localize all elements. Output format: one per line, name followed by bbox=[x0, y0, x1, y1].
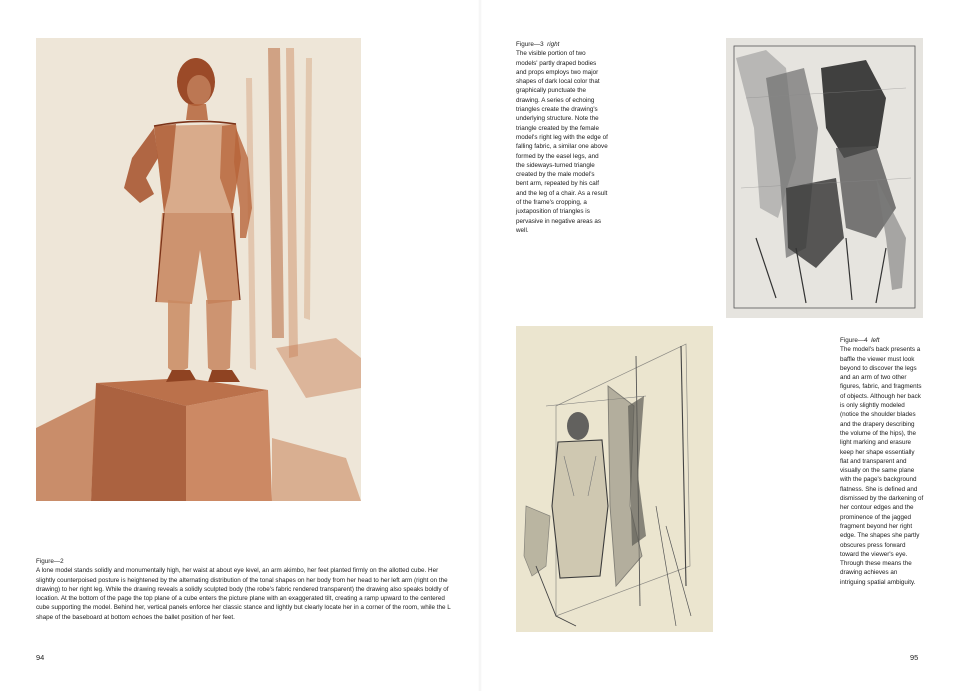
figure-3-svg bbox=[726, 38, 923, 318]
figure-4-caption-body: The model's back presents a baffle the viewer must look beyond to discover the legs and an arm of two other figures, fabric, and fragments of objects. Although her back is only slightly modeled (notice the shoulder blades and the drapery describing the volume of the hips), the light marking and erasure keep her shape essentially flat and transparent and visually on the same plane with the page's background flatness. She is defined and dismissed by the darkening of her contour edges and the prominence of the jagged fragment beyond her right edge. The shapes she partly obscures press forward toward the viewer's eye. Through these means the drawing achieves an intriguing spatial ambiguity. bbox=[840, 346, 924, 586]
figure-2-drawing bbox=[36, 38, 361, 501]
figure-2-caption bbox=[36, 557, 458, 622]
figure-3-caption-position: right bbox=[547, 41, 560, 48]
figure-4-caption-label: Figure—4 bbox=[840, 337, 868, 344]
page-number-right: 95 bbox=[910, 653, 919, 662]
book-gutter bbox=[478, 0, 482, 691]
figure-4-caption-position: left bbox=[871, 337, 880, 344]
figure-4-caption-title bbox=[840, 336, 924, 345]
figure-2-caption-title: Figure—2 bbox=[36, 558, 64, 565]
figure-3-caption-body: The visible portion of two models' partly draped bodies and props employs two major shapes of dark local color that graphically punctuate the drawing. A series of echoing triangles create the drawing's underlying structure. Note the triangle created by the female model's right leg with the edge of falling fabric, a similar one above formed by the easel legs, and the sideways-turned triangle created by the male model's bent arm, repeated by his calf and the leg of a chair. As a result of the frame's cropping, a juxtaposition of triangles is pervasive in negative areas as well. bbox=[516, 50, 608, 234]
figure-4-drawing bbox=[516, 326, 713, 632]
figure-4-caption bbox=[840, 336, 924, 587]
figure-3-caption bbox=[516, 40, 608, 235]
page-number-left: 94 bbox=[36, 653, 45, 662]
figure-2-caption-body: A lone model stands solidly and monumentally high, her waist at about eye level, an arm akimbo, her feet planted firmly on the allotted cube. Her slightly counterpoised posture is heightened by the alternating distribution of the tonal shapes on her body from her head to her left arm (right on the drawing) to her right leg. While the drawing reveals a solidly sculpted body (the robe's fabric rendered transparent) the drawing also speaks boldly of location. At the bottom of the page the top plane of a cube enters the picture plane with an exaggerated tilt, creating a ramp upward to the centered cube supporting the model. Behind her, vertical panels enforce her classic stance and lightly but clearly locate her in a corner of the room, while the L shape of the baseboard at bottom echoes the ballet position of her feet. bbox=[36, 567, 451, 621]
figure-2-svg bbox=[36, 38, 361, 501]
figure-3-caption-label: Figure—3 bbox=[516, 41, 544, 48]
figure-3-caption-title bbox=[516, 40, 608, 49]
figure-4-svg bbox=[516, 326, 713, 632]
figure-3-drawing bbox=[726, 38, 923, 318]
